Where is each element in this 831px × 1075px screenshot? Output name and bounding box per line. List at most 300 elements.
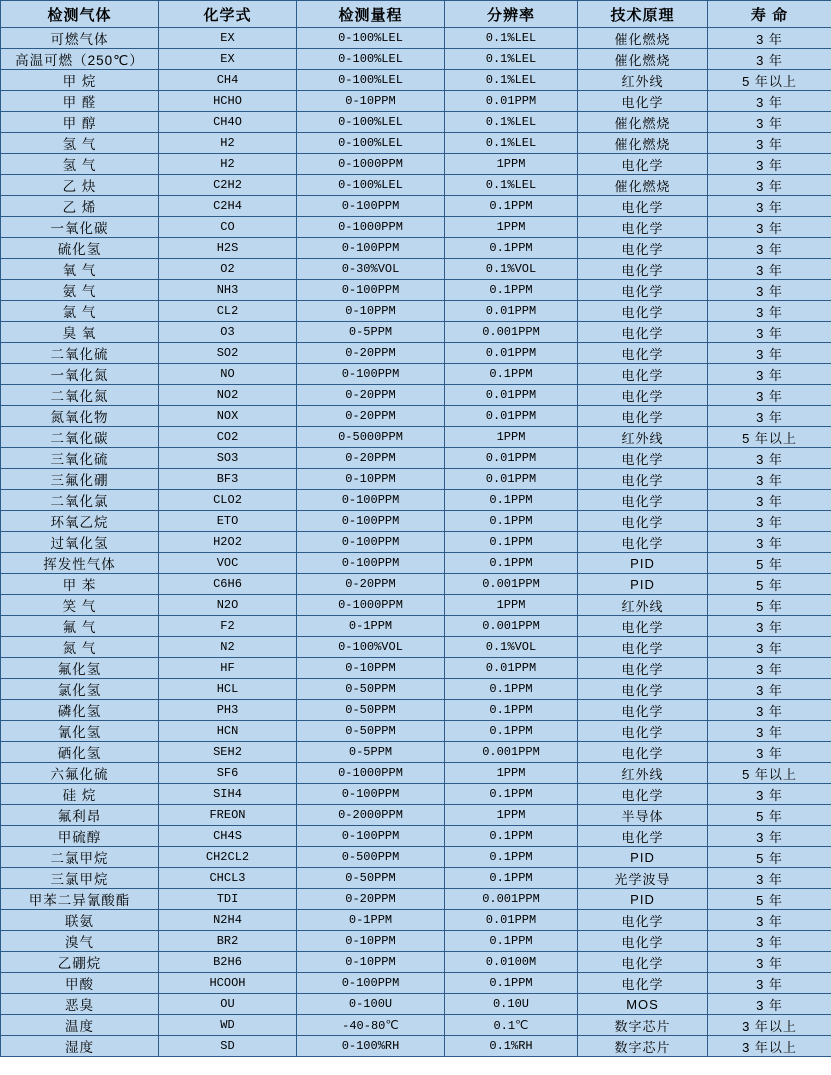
table-row: [1, 343, 831, 364]
cell-gas-name: 磷化氢: [1, 700, 159, 721]
cell-formula: SD: [159, 1036, 297, 1057]
cell-principle: PID: [578, 847, 708, 868]
cell-resolution: 0.1%LEL: [445, 70, 578, 91]
cell-resolution: 0.1PPM: [445, 700, 578, 721]
cell-resolution: 0.1PPM: [445, 532, 578, 553]
cell-principle: 数字芯片: [578, 1015, 708, 1036]
cell-lifetime: 3 年: [708, 49, 831, 70]
table-row: [1, 868, 831, 889]
cell-range: 0-500PPM: [297, 847, 445, 868]
cell-range: 0-10PPM: [297, 301, 445, 322]
cell-formula: HCOOH: [159, 973, 297, 994]
cell-gas-name: 甲 醇: [1, 112, 159, 133]
cell-formula: SO3: [159, 448, 297, 469]
cell-lifetime: 3 年: [708, 406, 831, 427]
cell-range: 0-100PPM: [297, 511, 445, 532]
cell-resolution: 0.1%LEL: [445, 112, 578, 133]
cell-resolution: 0.001PPM: [445, 889, 578, 910]
cell-formula: SEH2: [159, 742, 297, 763]
cell-range: 0-100%LEL: [297, 112, 445, 133]
cell-formula: HCL: [159, 679, 297, 700]
cell-lifetime: 3 年: [708, 910, 831, 931]
cell-lifetime: 3 年: [708, 364, 831, 385]
cell-resolution: 0.1PPM: [445, 784, 578, 805]
cell-range: 0-1PPM: [297, 910, 445, 931]
cell-principle: 电化学: [578, 364, 708, 385]
table-row: [1, 133, 831, 154]
cell-lifetime: 5 年: [708, 847, 831, 868]
column-header-principle: 技术原理: [578, 1, 708, 28]
cell-gas-name: 可燃气体: [1, 28, 159, 49]
cell-resolution: 0.01PPM: [445, 343, 578, 364]
table-row: [1, 217, 831, 238]
cell-gas-name: 环氧乙烷: [1, 511, 159, 532]
table-row: [1, 385, 831, 406]
cell-gas-name: 三氧化硫: [1, 448, 159, 469]
table-row: [1, 574, 831, 595]
cell-range: 0-100%LEL: [297, 175, 445, 196]
cell-gas-name: 高温可燃（250℃）: [1, 49, 159, 70]
cell-range: 0-100PPM: [297, 973, 445, 994]
cell-formula: NOX: [159, 406, 297, 427]
cell-principle: 电化学: [578, 238, 708, 259]
cell-gas-name: 三氟化硼: [1, 469, 159, 490]
cell-lifetime: 3 年: [708, 658, 831, 679]
cell-gas-name: 臭 氧: [1, 322, 159, 343]
cell-range: 0-10PPM: [297, 952, 445, 973]
table-row: [1, 952, 831, 973]
cell-range: 0-1PPM: [297, 616, 445, 637]
table-row: [1, 175, 831, 196]
table-row: [1, 28, 831, 49]
cell-range: 0-100%RH: [297, 1036, 445, 1057]
table-row: [1, 301, 831, 322]
cell-lifetime: 3 年: [708, 385, 831, 406]
cell-lifetime: 5 年以上: [708, 70, 831, 91]
table-row: [1, 763, 831, 784]
cell-formula: NO2: [159, 385, 297, 406]
cell-resolution: 0.01PPM: [445, 910, 578, 931]
cell-principle: 电化学: [578, 322, 708, 343]
cell-gas-name: 氢 气: [1, 154, 159, 175]
cell-gas-name: 氨 气: [1, 280, 159, 301]
cell-range: -40-80℃: [297, 1015, 445, 1036]
cell-principle: 电化学: [578, 532, 708, 553]
table-row: [1, 784, 831, 805]
cell-principle: 电化学: [578, 973, 708, 994]
cell-range: 0-1000PPM: [297, 217, 445, 238]
cell-formula: C2H4: [159, 196, 297, 217]
cell-gas-name: 甲 醛: [1, 91, 159, 112]
cell-principle: 电化学: [578, 784, 708, 805]
column-header-range: 检测量程: [297, 1, 445, 28]
cell-resolution: 0.1PPM: [445, 847, 578, 868]
cell-resolution: 0.1PPM: [445, 364, 578, 385]
cell-gas-name: 二氧化氯: [1, 490, 159, 511]
cell-lifetime: 3 年: [708, 490, 831, 511]
cell-gas-name: 二氧化碳: [1, 427, 159, 448]
cell-formula: ETO: [159, 511, 297, 532]
cell-gas-name: 氮 气: [1, 637, 159, 658]
cell-lifetime: 3 年: [708, 679, 831, 700]
cell-formula: N2H4: [159, 910, 297, 931]
cell-resolution: 0.1%LEL: [445, 175, 578, 196]
cell-formula: EX: [159, 49, 297, 70]
cell-lifetime: 3 年: [708, 721, 831, 742]
cell-resolution: 0.1%VOL: [445, 637, 578, 658]
cell-gas-name: 过氧化氢: [1, 532, 159, 553]
cell-range: 0-5PPM: [297, 322, 445, 343]
cell-resolution: 0.1%RH: [445, 1036, 578, 1057]
cell-resolution: 0.1%LEL: [445, 28, 578, 49]
table-row: [1, 490, 831, 511]
cell-range: 0-50PPM: [297, 721, 445, 742]
cell-principle: 电化学: [578, 259, 708, 280]
cell-formula: SO2: [159, 343, 297, 364]
cell-range: 0-100U: [297, 994, 445, 1015]
table-row: [1, 679, 831, 700]
cell-gas-name: 溴气: [1, 931, 159, 952]
cell-formula: HCN: [159, 721, 297, 742]
cell-formula: BR2: [159, 931, 297, 952]
cell-formula: CH4S: [159, 826, 297, 847]
column-header-resolution: 分辨率: [445, 1, 578, 28]
cell-lifetime: 3 年: [708, 952, 831, 973]
cell-resolution: 0.1PPM: [445, 826, 578, 847]
cell-principle: PID: [578, 553, 708, 574]
cell-gas-name: 挥发性气体: [1, 553, 159, 574]
cell-formula: N2: [159, 637, 297, 658]
cell-lifetime: 3 年: [708, 448, 831, 469]
cell-resolution: 0.001PPM: [445, 616, 578, 637]
cell-principle: 催化燃烧: [578, 112, 708, 133]
table-row: [1, 469, 831, 490]
cell-gas-name: 乙 烯: [1, 196, 159, 217]
cell-gas-name: 湿度: [1, 1036, 159, 1057]
cell-resolution: 1PPM: [445, 154, 578, 175]
cell-resolution: 0.001PPM: [445, 742, 578, 763]
cell-resolution: 0.01PPM: [445, 301, 578, 322]
cell-principle: 电化学: [578, 721, 708, 742]
cell-formula: BF3: [159, 469, 297, 490]
cell-range: 0-10PPM: [297, 91, 445, 112]
cell-principle: 电化学: [578, 931, 708, 952]
table-row: [1, 427, 831, 448]
cell-formula: C2H2: [159, 175, 297, 196]
cell-principle: 电化学: [578, 406, 708, 427]
cell-lifetime: 5 年: [708, 595, 831, 616]
table-row: [1, 595, 831, 616]
cell-formula: C6H6: [159, 574, 297, 595]
cell-resolution: 1PPM: [445, 763, 578, 784]
cell-range: 0-20PPM: [297, 385, 445, 406]
cell-principle: 电化学: [578, 658, 708, 679]
cell-principle: 电化学: [578, 343, 708, 364]
cell-gas-name: 一氧化碳: [1, 217, 159, 238]
cell-resolution: 0.1PPM: [445, 973, 578, 994]
cell-resolution: 0.1PPM: [445, 196, 578, 217]
cell-range: 0-100PPM: [297, 280, 445, 301]
cell-gas-name: 六氟化硫: [1, 763, 159, 784]
cell-lifetime: 3 年: [708, 742, 831, 763]
cell-formula: CHCL3: [159, 868, 297, 889]
cell-range: 0-20PPM: [297, 574, 445, 595]
cell-principle: 红外线: [578, 70, 708, 91]
cell-gas-name: 氯 气: [1, 301, 159, 322]
cell-principle: 催化燃烧: [578, 28, 708, 49]
cell-principle: 电化学: [578, 154, 708, 175]
cell-range: 0-10PPM: [297, 469, 445, 490]
cell-resolution: 1PPM: [445, 595, 578, 616]
cell-gas-name: 一氧化氮: [1, 364, 159, 385]
cell-formula: HF: [159, 658, 297, 679]
cell-range: 0-20PPM: [297, 343, 445, 364]
cell-resolution: 0.1PPM: [445, 238, 578, 259]
table-header: [1, 1, 831, 28]
cell-range: 0-1000PPM: [297, 763, 445, 784]
table-row: [1, 112, 831, 133]
cell-formula: H2: [159, 133, 297, 154]
table-row: [1, 826, 831, 847]
table-row: [1, 322, 831, 343]
cell-lifetime: 3 年: [708, 973, 831, 994]
cell-lifetime: 3 年: [708, 343, 831, 364]
table-row: [1, 700, 831, 721]
cell-lifetime: 3 年: [708, 280, 831, 301]
table-body: [1, 28, 831, 1057]
cell-lifetime: 3 年: [708, 931, 831, 952]
cell-formula: N2O: [159, 595, 297, 616]
table-row: [1, 196, 831, 217]
cell-resolution: 0.10U: [445, 994, 578, 1015]
cell-gas-name: 硅 烷: [1, 784, 159, 805]
cell-resolution: 0.001PPM: [445, 574, 578, 595]
header-row: [1, 1, 831, 28]
cell-range: 0-100PPM: [297, 532, 445, 553]
cell-formula: PH3: [159, 700, 297, 721]
cell-lifetime: 5 年以上: [708, 763, 831, 784]
table-row: [1, 973, 831, 994]
cell-formula: EX: [159, 28, 297, 49]
table-row: [1, 448, 831, 469]
cell-range: 0-100%LEL: [297, 28, 445, 49]
cell-formula: FREON: [159, 805, 297, 826]
cell-formula: CLO2: [159, 490, 297, 511]
cell-principle: 电化学: [578, 385, 708, 406]
cell-gas-name: 硫化氢: [1, 238, 159, 259]
table-row: [1, 847, 831, 868]
cell-gas-name: 氢 气: [1, 133, 159, 154]
table-row: [1, 553, 831, 574]
cell-gas-name: 甲酸: [1, 973, 159, 994]
table-row: [1, 1036, 831, 1057]
cell-range: 0-100PPM: [297, 490, 445, 511]
cell-lifetime: 3 年: [708, 322, 831, 343]
cell-formula: CO2: [159, 427, 297, 448]
cell-lifetime: 3 年: [708, 532, 831, 553]
cell-lifetime: 5 年: [708, 889, 831, 910]
cell-gas-name: 氯化氢: [1, 679, 159, 700]
cell-lifetime: 3 年: [708, 91, 831, 112]
cell-gas-name: 乙 炔: [1, 175, 159, 196]
cell-formula: CH4: [159, 70, 297, 91]
cell-formula: WD: [159, 1015, 297, 1036]
cell-formula: VOC: [159, 553, 297, 574]
cell-range: 0-100PPM: [297, 364, 445, 385]
cell-gas-name: 氟 气: [1, 616, 159, 637]
cell-principle: 电化学: [578, 742, 708, 763]
cell-lifetime: 3 年: [708, 700, 831, 721]
cell-lifetime: 5 年以上: [708, 427, 831, 448]
column-header-formula: 化学式: [159, 1, 297, 28]
table-row: [1, 511, 831, 532]
cell-gas-name: 联氨: [1, 910, 159, 931]
cell-gas-name: 三氯甲烷: [1, 868, 159, 889]
cell-principle: 电化学: [578, 91, 708, 112]
cell-formula: TDI: [159, 889, 297, 910]
cell-range: 0-2000PPM: [297, 805, 445, 826]
cell-formula: B2H6: [159, 952, 297, 973]
cell-range: 0-10PPM: [297, 931, 445, 952]
cell-resolution: 0.01PPM: [445, 658, 578, 679]
cell-principle: 半导体: [578, 805, 708, 826]
cell-lifetime: 3 年: [708, 28, 831, 49]
table-row: [1, 259, 831, 280]
cell-range: 0-100%LEL: [297, 49, 445, 70]
cell-resolution: 1PPM: [445, 427, 578, 448]
table-row: [1, 238, 831, 259]
cell-lifetime: 3 年: [708, 217, 831, 238]
cell-formula: OU: [159, 994, 297, 1015]
cell-formula: CH4O: [159, 112, 297, 133]
cell-lifetime: 5 年: [708, 574, 831, 595]
cell-formula: O3: [159, 322, 297, 343]
cell-gas-name: 温度: [1, 1015, 159, 1036]
cell-resolution: 0.1PPM: [445, 679, 578, 700]
cell-gas-name: 氟利昂: [1, 805, 159, 826]
table-row: [1, 70, 831, 91]
cell-gas-name: 甲 烷: [1, 70, 159, 91]
cell-range: 0-50PPM: [297, 679, 445, 700]
cell-principle: 数字芯片: [578, 1036, 708, 1057]
cell-formula: CH2CL2: [159, 847, 297, 868]
cell-lifetime: 3 年: [708, 637, 831, 658]
cell-formula: CO: [159, 217, 297, 238]
cell-formula: H2S: [159, 238, 297, 259]
cell-lifetime: 3 年: [708, 154, 831, 175]
cell-range: 0-20PPM: [297, 448, 445, 469]
cell-lifetime: 3 年: [708, 301, 831, 322]
table-row: [1, 154, 831, 175]
cell-principle: 红外线: [578, 763, 708, 784]
cell-resolution: 0.1PPM: [445, 868, 578, 889]
cell-range: 0-5PPM: [297, 742, 445, 763]
cell-range: 0-20PPM: [297, 889, 445, 910]
cell-gas-name: 恶臭: [1, 994, 159, 1015]
cell-resolution: 0.001PPM: [445, 322, 578, 343]
cell-lifetime: 3 年: [708, 112, 831, 133]
cell-gas-name: 甲 苯: [1, 574, 159, 595]
table-row: [1, 931, 831, 952]
cell-range: 0-50PPM: [297, 868, 445, 889]
table-row: [1, 889, 831, 910]
cell-principle: 电化学: [578, 196, 708, 217]
cell-range: 0-10PPM: [297, 658, 445, 679]
cell-gas-name: 二氯甲烷: [1, 847, 159, 868]
cell-resolution: 1PPM: [445, 217, 578, 238]
cell-resolution: 0.1PPM: [445, 511, 578, 532]
cell-lifetime: 3 年: [708, 175, 831, 196]
cell-resolution: 0.1PPM: [445, 931, 578, 952]
cell-lifetime: 3 年: [708, 238, 831, 259]
cell-principle: 电化学: [578, 280, 708, 301]
cell-lifetime: 3 年以上: [708, 1015, 831, 1036]
table-row: [1, 742, 831, 763]
cell-lifetime: 3 年: [708, 133, 831, 154]
cell-formula: NH3: [159, 280, 297, 301]
table-row: [1, 49, 831, 70]
cell-gas-name: 氧 气: [1, 259, 159, 280]
cell-range: 0-30%VOL: [297, 259, 445, 280]
cell-range: 0-100PPM: [297, 784, 445, 805]
table-row: [1, 805, 831, 826]
cell-resolution: 0.0100M: [445, 952, 578, 973]
cell-principle: 电化学: [578, 679, 708, 700]
cell-resolution: 0.01PPM: [445, 385, 578, 406]
cell-resolution: 0.01PPM: [445, 469, 578, 490]
cell-resolution: 1PPM: [445, 805, 578, 826]
table-row: [1, 364, 831, 385]
table-row: [1, 1015, 831, 1036]
cell-principle: 催化燃烧: [578, 49, 708, 70]
cell-gas-name: 乙硼烷: [1, 952, 159, 973]
cell-lifetime: 3 年: [708, 784, 831, 805]
table-row: [1, 721, 831, 742]
cell-principle: 电化学: [578, 217, 708, 238]
cell-range: 0-100PPM: [297, 553, 445, 574]
cell-range: 0-50PPM: [297, 700, 445, 721]
cell-principle: 电化学: [578, 448, 708, 469]
cell-lifetime: 3 年: [708, 616, 831, 637]
column-header-lifetime: 寿 命: [708, 1, 831, 28]
cell-principle: PID: [578, 574, 708, 595]
cell-formula: H2O2: [159, 532, 297, 553]
column-header-gas-name: 检测气体: [1, 1, 159, 28]
cell-principle: 红外线: [578, 427, 708, 448]
cell-formula: NO: [159, 364, 297, 385]
cell-resolution: 0.1%VOL: [445, 259, 578, 280]
cell-principle: 电化学: [578, 826, 708, 847]
cell-range: 0-100%VOL: [297, 637, 445, 658]
cell-range: 0-100%LEL: [297, 70, 445, 91]
table-row: [1, 91, 831, 112]
table-row: [1, 994, 831, 1015]
cell-resolution: 0.1PPM: [445, 490, 578, 511]
table-row: [1, 658, 831, 679]
cell-lifetime: 3 年: [708, 994, 831, 1015]
cell-principle: 电化学: [578, 700, 708, 721]
cell-gas-name: 二氧化硫: [1, 343, 159, 364]
cell-principle: PID: [578, 889, 708, 910]
cell-resolution: 0.1%LEL: [445, 133, 578, 154]
cell-principle: 电化学: [578, 910, 708, 931]
table-row: [1, 637, 831, 658]
cell-gas-name: 甲硫醇: [1, 826, 159, 847]
cell-range: 0-5000PPM: [297, 427, 445, 448]
cell-lifetime: 3 年: [708, 511, 831, 532]
table-row: [1, 910, 831, 931]
cell-resolution: 0.1PPM: [445, 553, 578, 574]
